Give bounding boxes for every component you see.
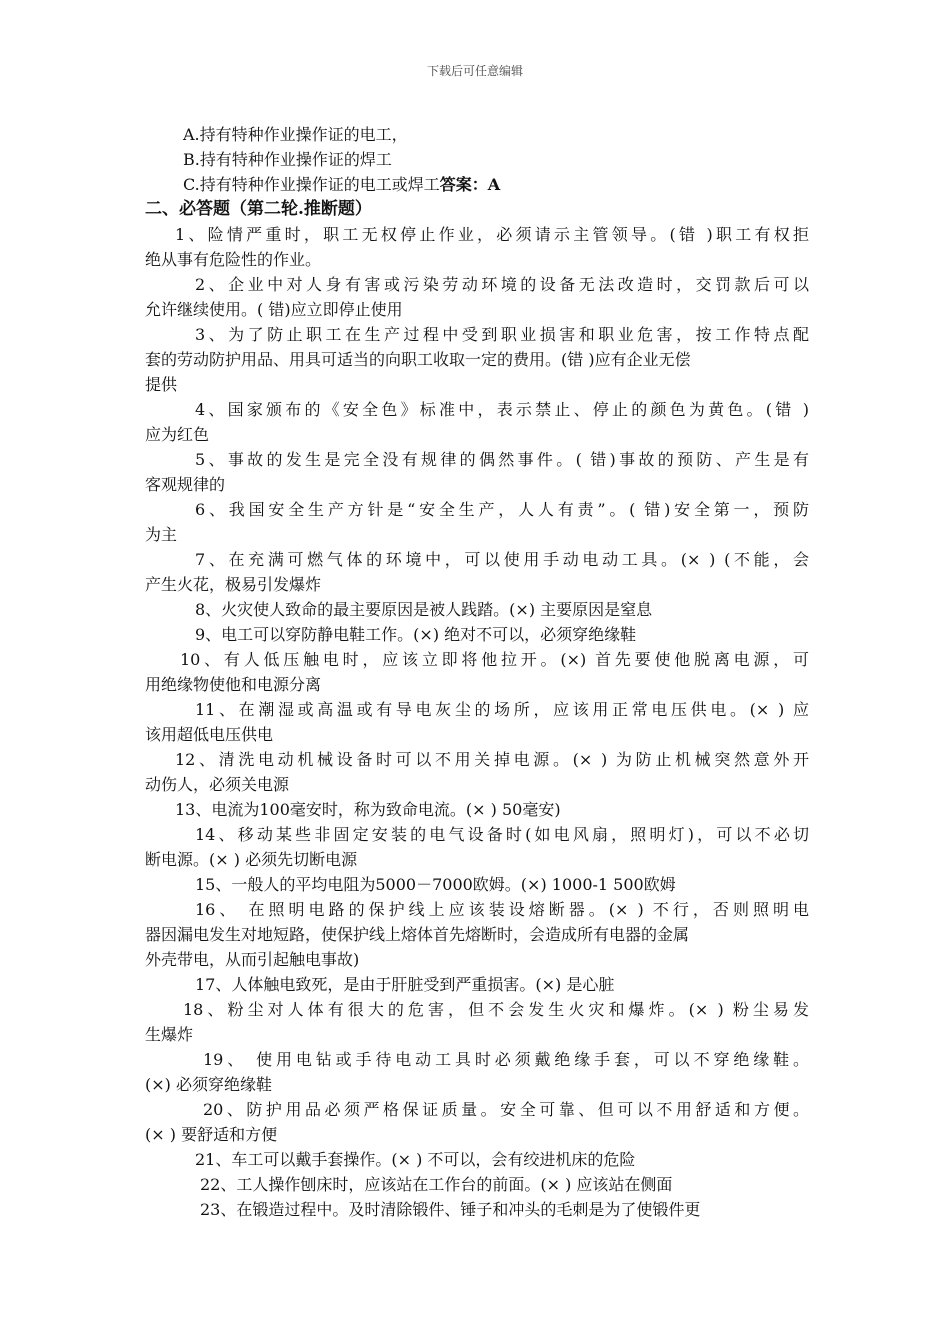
question-continuation: 应为红色 [145,425,210,444]
question-continuation: 允许继续使用。( 错)应立即停止使用 [145,300,403,319]
question-text: 23、在锻造过程中。及时清除锻件、锤子和冲头的毛刺是为了使锻件更 [200,1200,701,1219]
option-c-text: C.持有特种作业操作证的电工或焊工 [183,175,440,194]
question-text: 6、我国安全生产方针是“安全生产，人人有责”。( 错)安全第一，预防 [195,500,809,519]
question-continuation: 产生火花，极易引发爆炸 [145,575,322,594]
question-item [145,1047,809,1097]
question-text: 13、电流为100毫安时，称为致命电流。(× ) 50毫安) [175,800,561,819]
question-text: 5、事故的发生是完全没有规律的偶然事件。( 错)事故的预防、产生是有 [195,450,809,469]
question-text: 11、在潮湿或高温或有导电灰尘的场所，应该用正常电压供电。(× ) 应 [195,700,809,719]
question-item [145,322,809,397]
question-item [145,497,809,547]
question-item [145,222,809,272]
question-continuation: (×) 必须穿绝缘鞋 [145,1075,272,1094]
question-continuation: 套的劳动防护用品、用具可适当的向职工收取一定的费用。(错 )应有企业无偿 [145,350,691,369]
question-item [145,797,809,822]
question-continuation: 外壳带电，从而引起触电事故) [145,950,360,969]
question-item [145,1097,809,1147]
question-item [145,547,809,597]
question-item [145,272,809,322]
question-text: 22、工人操作刨床时，应该站在工作台的前面。(× ) 应该站在侧面 [200,1175,673,1194]
question-item [145,597,809,622]
question-text: 12、清洗电动机械设备时可以不用关掉电源。(× ) 为防止机械突然意外开 [175,750,809,769]
question-continuation: (× ) 要舒适和方便 [145,1125,278,1144]
page-header-note: 下载后可任意编辑 [426,64,523,78]
question-item [145,447,809,497]
question-item [145,822,809,872]
question-item [145,872,809,897]
question-continuation: 断电源。(× ) 必须先切断电源 [145,850,358,869]
question-continuation: 生爆炸 [145,1025,194,1044]
question-text: 9、电工可以穿防静电鞋工作。(×) 绝对不可以，必须穿绝缘鞋 [195,625,637,644]
question-text: 21、车工可以戴手套操作。(× ) 不可以，会有绞进机床的危险 [195,1150,636,1169]
question-item [145,972,809,997]
question-continuation: 器因漏电发生对地短路，使保护线上熔体首先熔断时，会造成所有电器的金属 [145,925,690,944]
question-text: 18、粉尘对人体有很大的危害，但不会发生火灾和爆炸。(× ) 粉尘易发 [183,1000,809,1019]
section-title: 二、必答题（第二轮.推断题） [145,199,372,219]
document-body [145,122,809,1222]
question-text: 4、国家颁布的《安全色》标准中，表示禁止、停止的颜色为黄色。(错 ) [195,400,809,419]
question-continuation: 为主 [145,525,178,544]
question-text: 2、企业中对人身有害或污染劳动环境的设备无法改造时，交罚款后可以 [195,275,809,294]
option-b: B.持有特种作业操作证的焊工 [183,150,392,169]
question-text: 15、一般人的平均电阻为5000－7000欧姆。(×) 1000-1 500欧姆 [195,875,676,894]
question-continuation: 提供 [145,375,178,394]
question-text: 3、为了防止职工在生产过程中受到职业损害和职业危害，按工作特点配 [195,325,809,344]
question-item [145,1197,809,1222]
question-text: 17、人体触电致死，是由于肝脏受到严重损害。(×) 是心脏 [195,975,615,994]
question-continuation: 动伤人，必须关电源 [145,775,290,794]
question-text: 10、有人低压触电时，应该立即将他拉开。(×) 首先要使他脱离电源，可 [180,650,809,669]
question-continuation: 该用超低电压供电 [145,725,274,744]
question-text: 20、防护用品必须严格保证质量。安全可靠、但可以不用舒适和方便。 [203,1100,809,1119]
option-c [145,172,809,197]
question-item [145,1147,809,1172]
question-item [145,397,809,447]
question-text: 7、在充满可燃气体的环境中，可以使用手动电动工具。(× ) (不能，会 [195,550,809,569]
question-continuation: 绝从事有危险性的作业。 [145,250,322,269]
question-item [145,747,809,797]
question-item [145,622,809,647]
question-item [145,997,809,1047]
question-item [145,1172,809,1197]
question-item [145,647,809,697]
question-text: 8、火灾使人致命的最主要原因是被人践踏。(×) 主要原因是窒息 [195,600,653,619]
question-text: 19、 使用电钻或手待电动工具时必须戴绝缘手套，可以不穿绝缘鞋。 [203,1050,809,1069]
question-continuation: 用绝缘物使他和电源分离 [145,675,322,694]
question-text: 16、 在照明电路的保护线上应该装设熔断器。(× ) 不行，否则照明电 [195,900,809,919]
question-list [145,222,809,1222]
question-item [145,697,809,747]
option-a: A.持有特种作业操作证的电工， [183,125,408,144]
question-text: 1、险情严重时，职工无权停止作业，必须请示主管领导。(错 )职工有权拒 [175,225,809,244]
question-text: 14、移动某些非固定安装的电气设备时(如电风扇，照明灯)，可以不必切 [195,825,809,844]
question-item [145,897,809,972]
question-continuation: 客观规律的 [145,475,226,494]
answer-label: 答案：A [439,175,501,194]
